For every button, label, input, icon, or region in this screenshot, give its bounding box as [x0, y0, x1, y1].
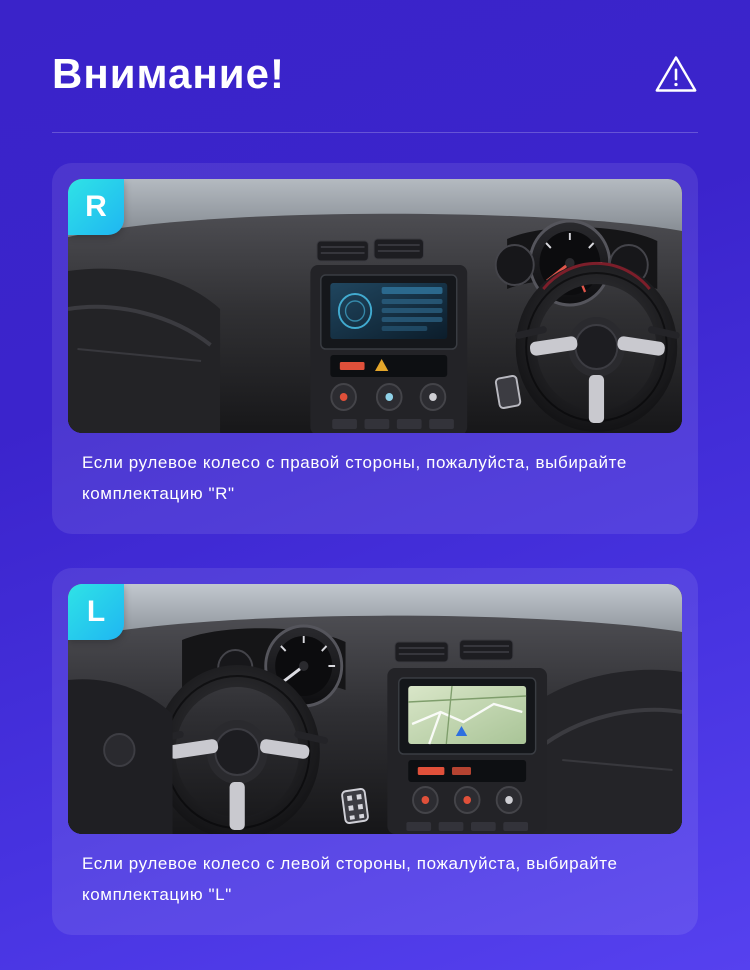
- card-left-hand-drive: [52, 568, 698, 935]
- page-title: Внимание!: [52, 50, 285, 97]
- car-interior-illustration-lhd: [68, 584, 682, 834]
- card-right-hand-drive: [52, 163, 698, 534]
- car-interior-illustration-rhd: [68, 179, 682, 433]
- badge-right-hand-drive: R: [68, 179, 124, 235]
- right-hand-drive-interior-photo: [68, 179, 682, 433]
- caption-left-hand-drive: Если рулевое колесо с левой стороны, пожалуйста, выбирайте комплектацию "L": [82, 853, 618, 905]
- caption-right-hand-drive: Если рулевое колесо с правой стороны, пожалуйста, выбирайте комплектацию "R": [82, 453, 627, 504]
- left-hand-drive-interior-photo: [68, 584, 682, 834]
- badge-left-hand-drive: L: [68, 584, 124, 640]
- header: [52, 0, 698, 96]
- warning-triangle-icon: [654, 52, 698, 96]
- header-divider: [52, 132, 698, 133]
